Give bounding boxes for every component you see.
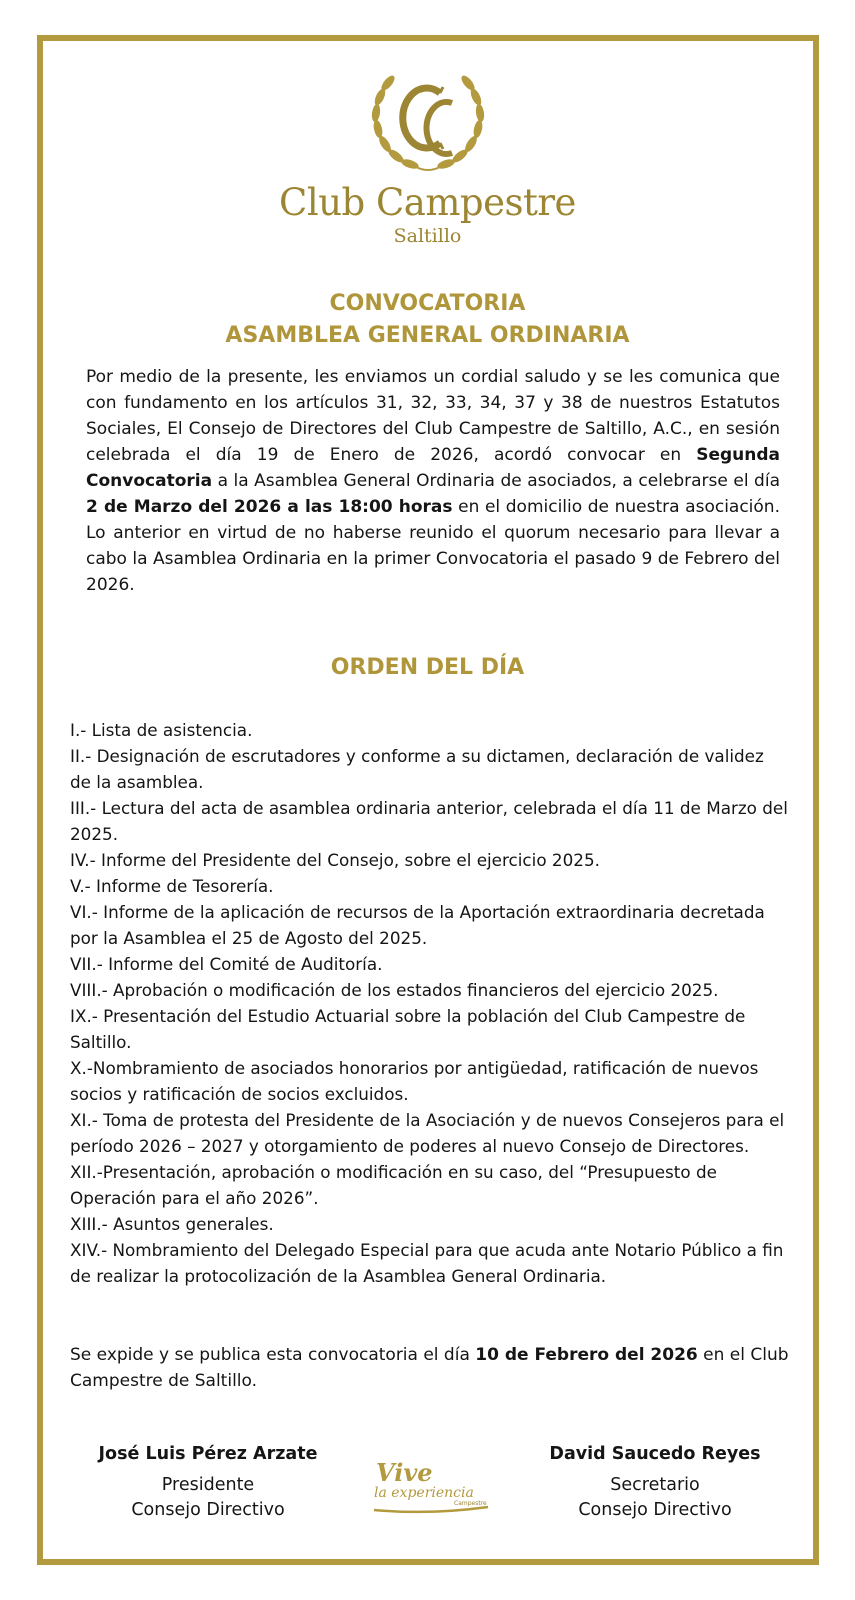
signer-name: David Saucedo Reyes bbox=[549, 1444, 761, 1464]
club-name: Club Campestre bbox=[279, 181, 576, 224]
signature-president bbox=[88, 1442, 328, 1523]
intro-text-2: a la Asamblea General Ordinaria de asociados, a celebrarse el día bbox=[212, 471, 780, 491]
signer-body: Consejo Directivo bbox=[131, 1500, 285, 1520]
agenda-item: II.- Designación de escrutadores y conforme a su dictamen, declaración de validez de la asamblea. bbox=[70, 746, 764, 792]
vive-word: Vive bbox=[376, 1458, 433, 1487]
intro-text-3: en el domicilio de nuestra asociación. Lo anterior en virtud de no haberse reunido el quorum necesario para llevar a cabo la Asamblea Ordinaria en la primer Convocatoria el pasado 9 de Febrero del 2026. bbox=[86, 497, 780, 595]
signer-role: Secretario bbox=[610, 1475, 700, 1495]
agenda-item: XI.- Toma de protesta del Presidente de la Asociación y de nuevos Consejeros para el período 2026 – 2027 y otorgamiento de poderes al nuevo Consejo de Directores. bbox=[70, 1110, 785, 1156]
closing-paragraph bbox=[70, 1342, 790, 1394]
agenda-item: VII.- Informe del Comité de Auditoría. bbox=[70, 954, 383, 974]
intro-bold-1: Segunda Convocatoria bbox=[86, 445, 780, 491]
agenda-list bbox=[70, 717, 790, 1289]
closing-text-1: Se expide y se publica esta convocatoria el día bbox=[70, 1345, 476, 1365]
agenda-item: VIII.- Aprobación o modificación de los estados financieros del ejercicio 2025. bbox=[70, 980, 719, 1000]
agenda-item: V.- Informe de Tesorería. bbox=[70, 876, 274, 896]
title-line-1: CONVOCATORIA bbox=[329, 291, 526, 316]
club-city: Saltillo bbox=[393, 225, 462, 247]
agenda-item: IX.- Presentación del Estudio Actuarial sobre la población del Club Campestre de Saltillo. bbox=[70, 1006, 746, 1052]
agenda-item: XIII.- Asuntos generales. bbox=[70, 1214, 274, 1234]
agenda-title: ORDEN DEL DÍA bbox=[330, 655, 525, 680]
signer-body: Consejo Directivo bbox=[578, 1500, 732, 1520]
intro-paragraph bbox=[86, 364, 780, 598]
closing-date: 10 de Febrero del 2026 bbox=[475, 1345, 698, 1365]
agenda-item: XIV.- Nombramiento del Delegado Especial para que acuda ante Notario Público a fin de realizar la protocolización de la Asamblea General Ordinaria. bbox=[70, 1240, 784, 1286]
document-title bbox=[0, 288, 855, 352]
vive-la-experiencia-logo bbox=[370, 1455, 494, 1515]
agenda-item: X.-Nombramiento de asociados honorarios por antigüedad, ratificación de nuevos socios y ratificación de socios excluidos. bbox=[70, 1058, 759, 1104]
agenda-item: I.- Lista de asistencia. bbox=[70, 720, 253, 740]
intro-text-1: Por medio de la presente, les enviamos un cordial saludo y se les comunica que con fundamento en los artículos 31, 32, 33, 34, 37 y 38 de nuestros Estatutos Sociales, El Consejo de Directores del Club Campestre de Saltillo, A.C., en sesión celebrada el día 19 de Enero de 2026, acordó convocar en bbox=[86, 367, 780, 465]
laurel-monogram-icon bbox=[358, 55, 498, 180]
agenda-item: XII.-Presentación, aprobación o modificación en su caso, del “Presupuesto de Operación para el año 2026”. bbox=[70, 1162, 717, 1208]
closing-text-2: en el Club Campestre de Saltillo. bbox=[70, 1345, 789, 1391]
campestre-word: Campestre bbox=[454, 1500, 487, 1507]
signer-name: José Luis Pérez Arzate bbox=[98, 1444, 318, 1464]
agenda-item: VI.- Informe de la aplicación de recursos de la Aportación extraordinaria decretada por la Asamblea el 25 de Agosto del 2025. bbox=[70, 902, 765, 948]
signature-secretary bbox=[532, 1442, 778, 1523]
agenda-item: III.- Lectura del acta de asamblea ordinaria anterior, celebrada el día 11 de Marzo del 2025. bbox=[70, 798, 788, 844]
title-line-2: ASAMBLEA GENERAL ORDINARIA bbox=[225, 323, 630, 348]
intro-bold-2: 2 de Marzo del 2026 a las 18:00 horas bbox=[86, 497, 453, 517]
agenda-item: IV.- Informe del Presidente del Consejo, sobre el ejercicio 2025. bbox=[70, 850, 600, 870]
club-logo bbox=[0, 55, 855, 248]
experiencia-word: la experiencia bbox=[374, 1485, 474, 1501]
signer-role: Presidente bbox=[161, 1475, 255, 1495]
